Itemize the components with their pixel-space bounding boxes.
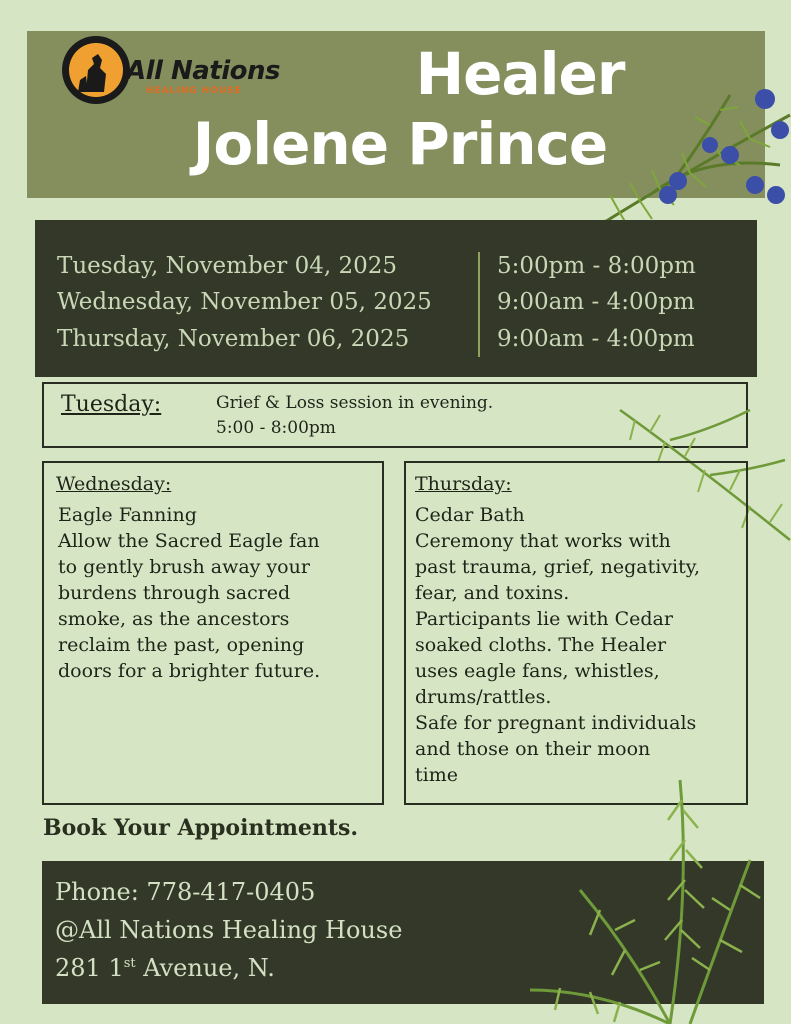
contact-location: @All Nations Healing House [55,916,403,944]
thursday-line: Safe for pregnant individuals [415,712,697,734]
thursday-line: fear, and toxins. [415,582,570,604]
thursday-line: uses eagle fans, whistles, [415,660,660,682]
thursday-text [415,502,700,788]
thursday-line: Cedar Bath [415,504,525,526]
logo-subtitle: HEALING HOUSE [146,86,242,96]
thursday-line: and those on their moon [415,738,651,760]
thursday-line: drums/rattles. [415,686,552,708]
wednesday-line: reclaim the past, opening [58,634,305,656]
wednesday-line: Eagle Fanning [58,504,197,526]
wednesday-text [58,502,320,684]
tuesday-hours: 5:00 - 8:00pm [216,418,336,438]
schedule-time-tuesday: 5:00pm - 8:00pm [497,253,696,279]
title-healer-name: Jolene Prince [192,110,608,178]
title-healer: Healer [415,40,625,108]
schedule-time-thursday: 9:00am - 4:00pm [497,326,695,352]
thursday-line: soaked cloths. The Healer [415,634,667,656]
address-number: 281 1 [55,954,124,982]
schedule-date-wednesday: Wednesday, November 05, 2025 [57,289,432,315]
cedar-bough-icon [520,770,791,1024]
schedule-date-tuesday: Tuesday, November 04, 2025 [57,253,398,279]
wednesday-line: doors for a brighter future. [58,660,321,682]
book-appointments-heading: Book Your Appointments. [43,815,359,841]
address-ordinal: st [123,956,136,971]
thursday-heading: Thursday: [415,473,512,495]
thursday-line: past trauma, grief, negativity, [415,556,700,578]
tuesday-heading: Tuesday: [61,392,162,417]
thursday-line: Participants lie with Cedar [415,608,673,630]
wednesday-line: Allow the Sacred Eagle fan [58,530,320,552]
thursday-line: Ceremony that works with [415,530,671,552]
wednesday-line: to gently brush away your [58,556,310,578]
tuesday-description: Grief & Loss session in evening. [216,393,494,413]
schedule-divider [478,252,480,357]
logo-name: All Nations [126,56,280,86]
address-street: Avenue, N. [135,954,275,982]
wednesday-line: smoke, as the ancestors [58,608,290,630]
wednesday-line: burdens through sacred [58,582,291,604]
schedule-date-thursday: Thursday, November 06, 2025 [57,326,410,352]
contact-phone: Phone: 778-417-0405 [55,878,316,906]
schedule-time-wednesday: 9:00am - 4:00pm [497,289,695,315]
thursday-line: time [415,764,458,786]
wednesday-heading: Wednesday: [56,473,172,495]
contact-address [55,954,275,982]
